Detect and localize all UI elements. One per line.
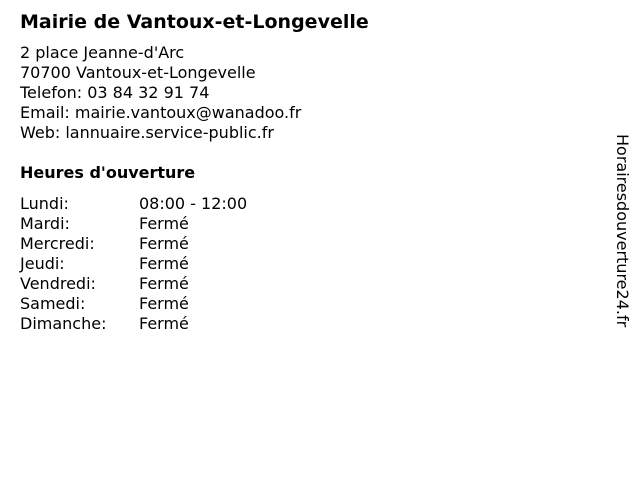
hours-row bbox=[20, 274, 247, 294]
day-hours: 08:00 - 12:00 bbox=[139, 194, 248, 213]
day-hours: Fermé bbox=[139, 294, 189, 313]
hours-row bbox=[20, 314, 247, 334]
day-label: Dimanche: bbox=[20, 314, 107, 333]
hours-row bbox=[20, 294, 247, 314]
hours-row bbox=[20, 234, 247, 254]
day-hours: Fermé bbox=[139, 254, 189, 273]
day-label: Samedi: bbox=[20, 294, 86, 313]
hours-row bbox=[20, 194, 247, 214]
hours-row bbox=[20, 254, 247, 274]
page-title: Mairie de Vantoux-et-Longevelle bbox=[20, 11, 369, 33]
opening-hours-table bbox=[20, 194, 247, 334]
day-hours: Fermé bbox=[139, 314, 189, 333]
email-address: Email: mairie.vantoux@wanadoo.fr bbox=[20, 103, 302, 122]
day-label: Jeudi: bbox=[20, 254, 65, 273]
street-address: 2 place Jeanne-d'Arc bbox=[20, 43, 185, 62]
day-hours: Fermé bbox=[139, 234, 189, 253]
site-brand-vertical: Horairesdouverture24.fr bbox=[613, 134, 632, 328]
hours-row bbox=[20, 214, 247, 234]
day-hours: Fermé bbox=[139, 214, 189, 233]
city-address: 70700 Vantoux-et-Longevelle bbox=[20, 63, 256, 82]
day-label: Vendredi: bbox=[20, 274, 96, 293]
day-label: Mercredi: bbox=[20, 234, 95, 253]
address-block bbox=[20, 43, 301, 143]
website: Web: lannuaire.service-public.fr bbox=[20, 123, 274, 142]
day-label: Mardi: bbox=[20, 214, 70, 233]
day-label: Lundi: bbox=[20, 194, 69, 213]
hours-heading: Heures d'ouverture bbox=[20, 163, 196, 182]
phone-number: Telefon: 03 84 32 91 74 bbox=[20, 83, 210, 102]
day-hours: Fermé bbox=[139, 274, 189, 293]
